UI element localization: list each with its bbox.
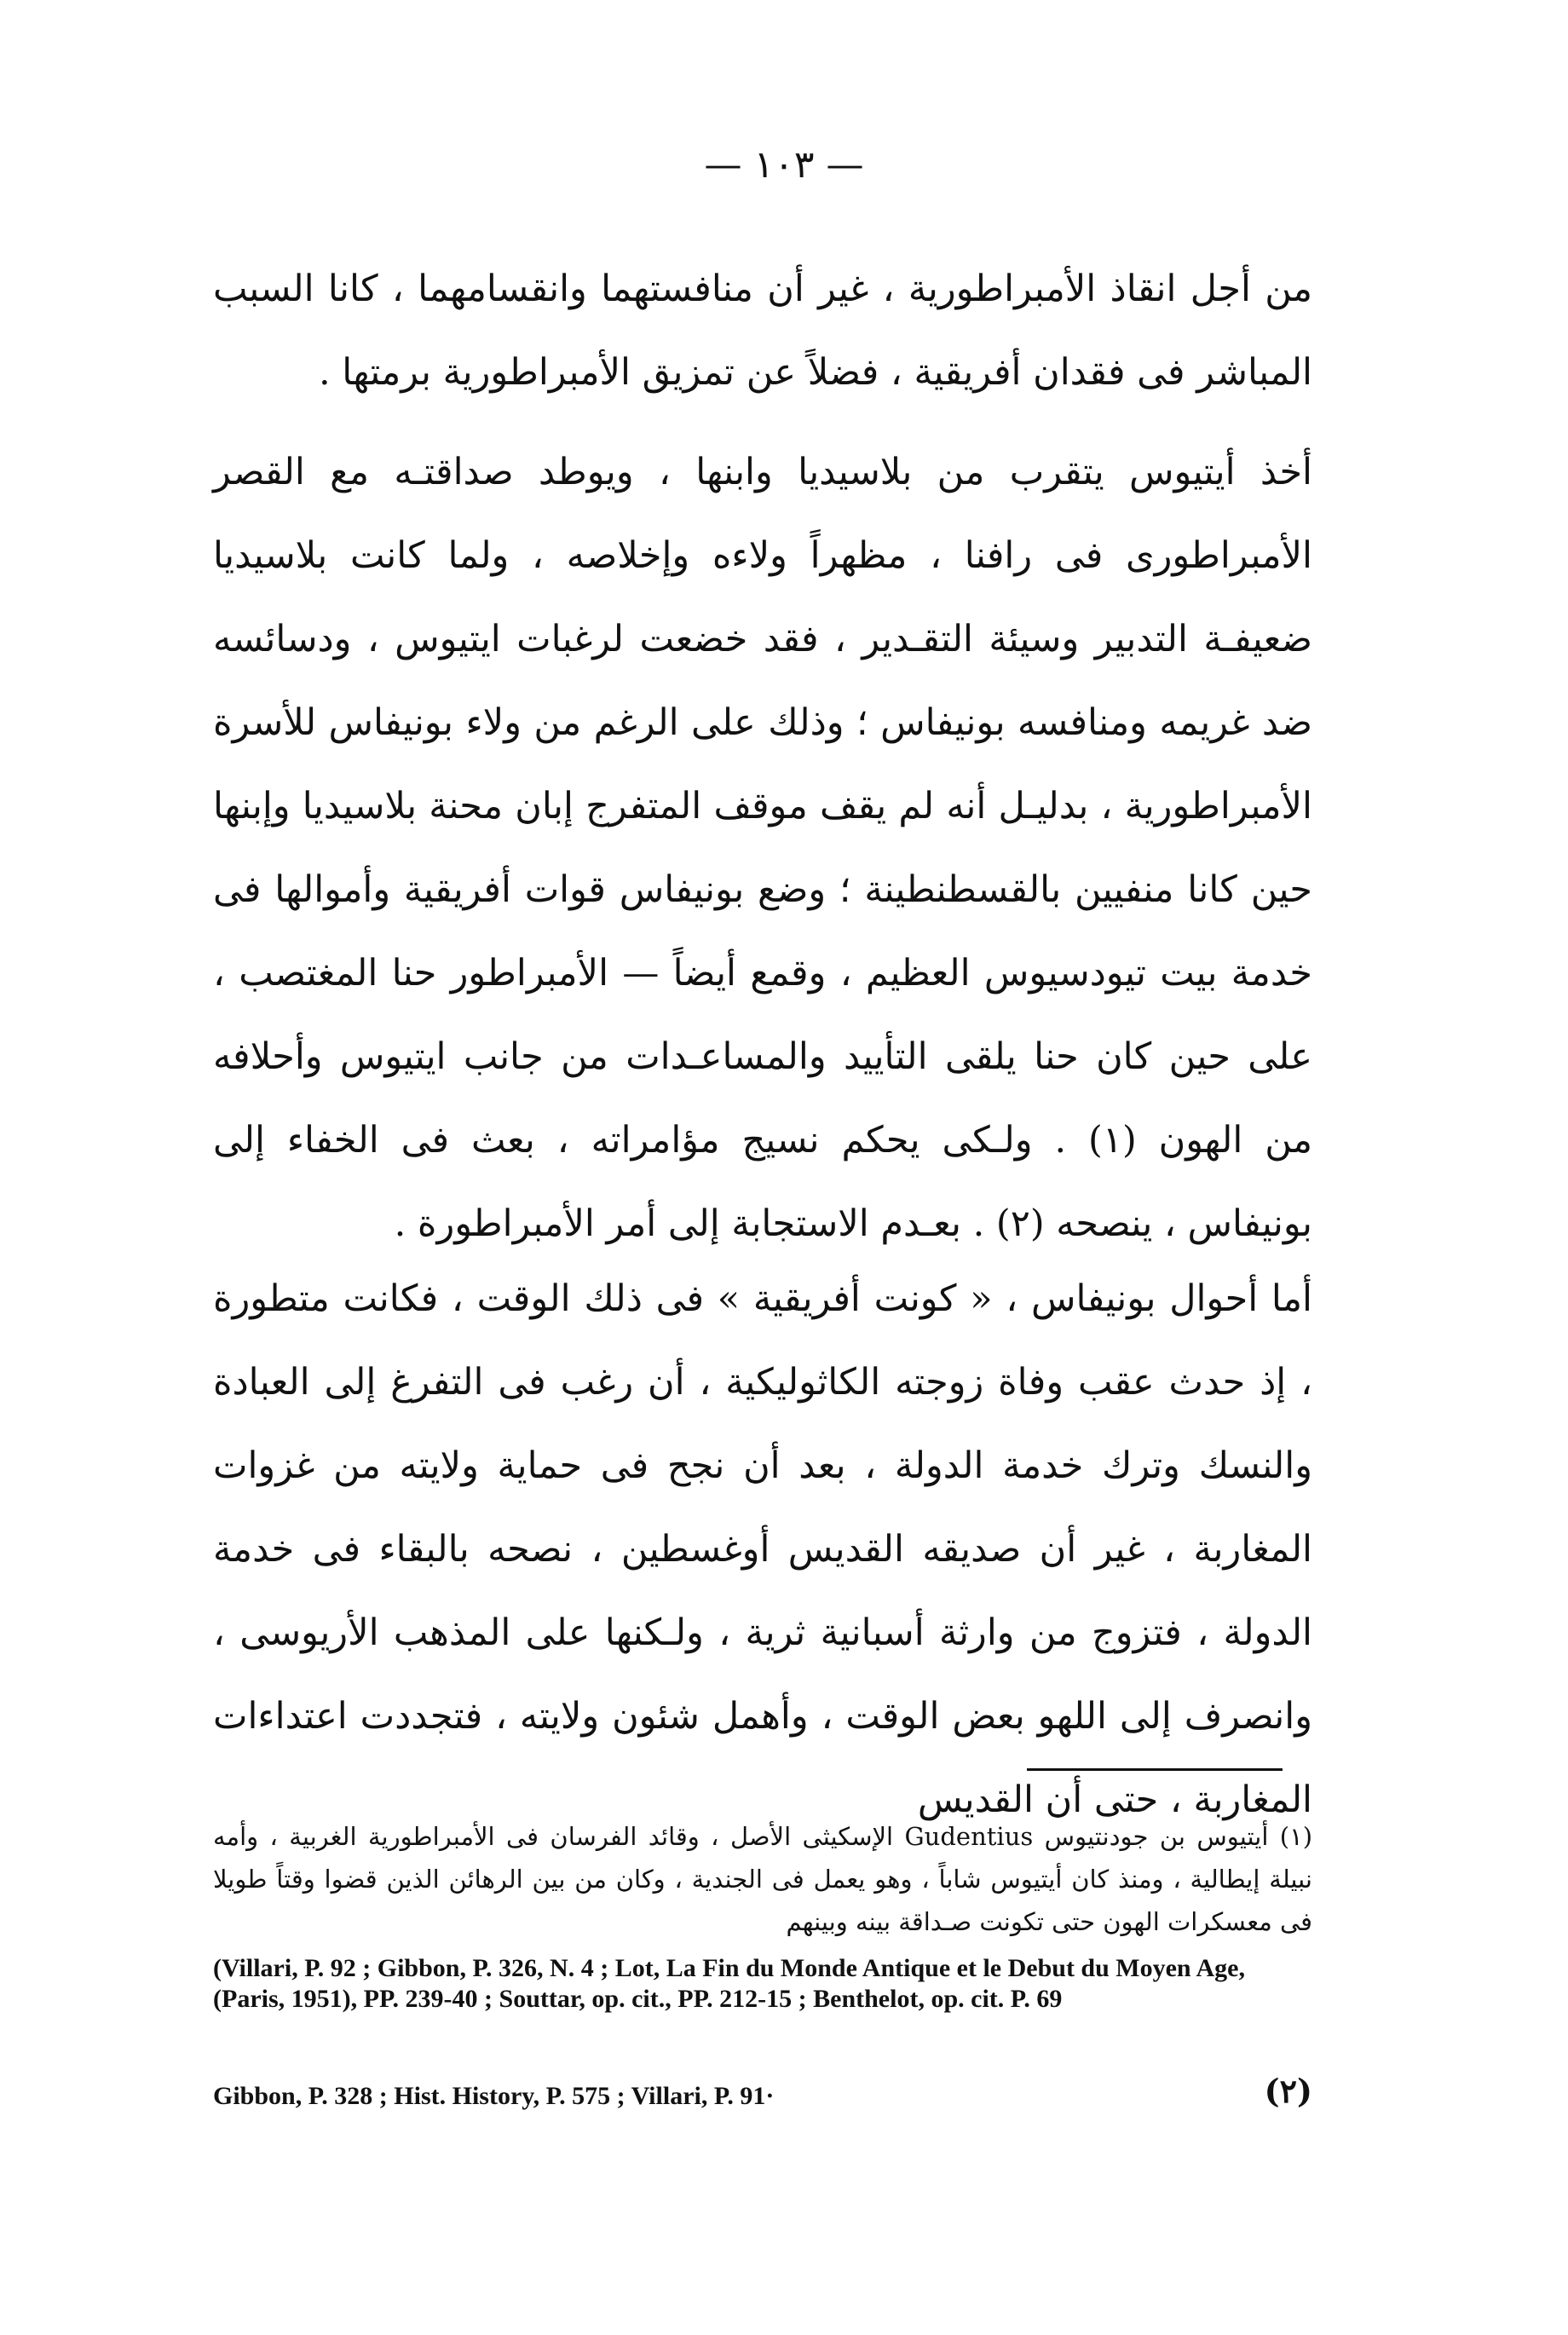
paragraph-3: أما أحوال بونيفاس ، « كونت أفريقية » فى ذلك الوقت ، فكانت متطورة ، إذ حدث عقب وفاة زوجته الكاثوليكية ، أن رغب فى التفرغ إلى العبادة والنسك وترك خدمة الدولة ، بعد أن نجح فى حماية ولايته من غزوات المغاربة ، غير أن صديقه القديس أوغسطين ، نصحه بالبقاء فى خدمة الدولة ، فتزوج من وارثة أسبانية ثرية ، ولـكنها على المذهب الأريوسى ، وانصرف إلى اللهو بعض الوقت ، وأهمل شئون ولايته ، فتجددت اعتداءات المغاربة ، حتى أن القديس	[213, 1277, 1312, 1821]
footnote-2-marker: (٢)	[1264, 2072, 1312, 2110]
paragraph-1: من أجل انقاذ الأمبراطورية ، غير أن منافستهما وانقسامهما ، كانا السبب المباشر فى فقدان أفريقية ، فضلاً عن تمزيق الأمبراطورية برمتها .	[213, 268, 1312, 394]
footnote-2-references: Gibbon, P. 328 ; Hist. History, P. 575 ; Villari, P. 91·	[213, 2082, 775, 2110]
footnote-1-references: (Villari, P. 92 ; Gibbon, P. 326, N. 4 ; Lot, La Fin du Monde Antique et le Debut du Moyen Age, (Paris, 1951), PP. 239-40 ; Souttar, op. cit., PP. 212-15 ; Benthelot, op. cit. P. 69	[213, 1954, 1245, 2013]
footnote-divider	[1027, 1768, 1283, 1771]
footnote-1-arabic: (١) أيتيوس بن جودنتيوس Gudentius الإسكيثى الأصل ، وقائد الفرسان فى الأمبراطورية الغربية ، وأمه نبيلة إيطالية ، ومنذ كان أيتيوس شاباً ، وهو يعمل فى الجندية ، وكان من بين الرهائن الذين قضوا وقتاً طويلا فى معسكرات الهون حتى تكونت صـداقة بينه وبينهم	[213, 1822, 1313, 1936]
page-number: — ١٠٣ —	[704, 143, 864, 187]
paragraph-2: أخذ أيتيوس يتقرب من بلاسيديا وابنها ، ويوطد صداقتـه مع القصر الأمبراطورى فى رافنا ، مظهراً ولاءه وإخلاصه ، ولما كانت بلاسيديا ضعيفـة التدبير وسيئة التقـدير ، فقد خضعت لرغبات ايتيوس ، ودسائسه ضد غريمه ومنافسه بونيفاس ؛ وذلك على الرغم من ولاء بونيفاس للأسرة الأمبراطورية ، بدليـل أنه لم يقف موقف المتفرج إبان محنة بلاسيديا وإبنها حين كانا منفيين بالقسطنطينة ؛ وضع بونيفاس قوات أفريقية وأموالها فى خدمة بيت تيودسيوس العظيم ، وقمع أيضاً — الأمبراطور حنا المغتصب ، على حين كان حنا يلقى التأييد والمساعـدات من جانب ايتيوس وأحلافه من الهون (١) . ولـكى يحكم نسيج مؤامراته ، بعث فى الخفاء إلى بونيفاس ، ينصحه (٢) . بعـدم الاستجابة إلى أمر الأمبراطورة .	[213, 451, 1312, 1245]
